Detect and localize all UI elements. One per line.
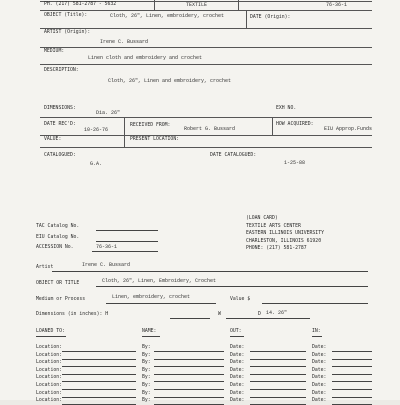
loan-row-location: Location:: [36, 367, 62, 373]
loan-row-in-date: Date:: [312, 345, 327, 350]
loan-row-location: Location:: [36, 398, 62, 404]
rule-line: [124, 135, 125, 147]
d-line: [262, 318, 310, 319]
artist-label: ARTIST (Origin):: [44, 30, 91, 35]
medium-value: Linen cloth and embroidery and crochet: [88, 55, 203, 61]
loan-row-by: By:: [142, 367, 151, 373]
loan-row-line: [154, 351, 224, 352]
loan-card-header-line: CHARLESTON, ILLINOIS 61920: [246, 238, 322, 244]
date-recd-value: 10-26-76: [84, 127, 109, 133]
loan-row-line: [62, 389, 136, 390]
loan-row-by: By:: [142, 383, 151, 388]
catalogued-value: G.A.: [90, 161, 103, 167]
loan-row-out-date: Date:: [230, 390, 245, 396]
loan-row-line: [332, 389, 372, 390]
exh-no-label: EXH NO.: [276, 106, 297, 111]
loan-row-line: [250, 397, 306, 398]
object-value: Cloth, 26", Linen, embroidery, crochet: [110, 13, 225, 19]
loan-row-in-date: Date:: [312, 383, 327, 388]
in-header: IN:: [312, 329, 321, 334]
artist-line: [52, 271, 368, 272]
medium-line: [106, 303, 216, 304]
out-header: OUT:: [230, 329, 242, 334]
artist-value-2: Irene C. Bussard: [82, 262, 131, 268]
loan-row-line: [332, 397, 372, 398]
loan-row-in-date: Date:: [312, 375, 327, 381]
in-underline: [312, 336, 322, 337]
accession-value: 76-36-1: [96, 244, 118, 250]
loan-row-out-date: Date:: [230, 345, 245, 350]
loan-row-location: Location:: [36, 390, 62, 396]
accession-line: [92, 251, 158, 252]
rule-line: [40, 135, 372, 136]
loaned-to-header: LOANED TO:: [36, 329, 65, 334]
loan-row-line: [62, 359, 136, 360]
loan-row-out-date: Date:: [230, 383, 245, 388]
loan-row-line: [250, 389, 306, 390]
rule-line: [40, 147, 372, 148]
tac-catalog-label: TAC Catalog No.: [36, 224, 80, 229]
rule-line: [238, 0, 239, 10]
loan-row-line: [154, 366, 224, 367]
phone-line: PH. (217) 581-2787 - 5632: [44, 2, 117, 7]
top-number: 76-36-1: [326, 2, 348, 8]
dimensions-h-label: Dimensions (in inches): H: [36, 312, 109, 317]
loan-row-out-date: Date:: [230, 398, 245, 404]
date-origin-label: DATE (Origin):: [250, 15, 291, 20]
loan-row-line: [154, 397, 224, 398]
loan-row-line: [62, 374, 136, 375]
loan-row-line: [62, 351, 136, 352]
loan-row-out-date: Date:: [230, 352, 245, 358]
loan-row-line: [332, 359, 372, 360]
how-acquired-value: EIU Approp.Funds: [324, 126, 373, 132]
rule-line: [40, 64, 372, 65]
loan-row-line: [154, 359, 224, 360]
name-underline: [142, 336, 160, 337]
accession-label: ACCESSION No.: [36, 245, 74, 250]
d-label: D: [258, 312, 261, 317]
value-dollar-label: Value $: [230, 297, 251, 302]
loan-row-out-date: Date:: [230, 367, 245, 373]
loan-row-out-date: Date:: [230, 360, 245, 366]
loan-row-line: [332, 381, 372, 382]
loan-row-in-date: Date:: [312, 360, 327, 366]
loan-row-line: [154, 374, 224, 375]
eiu-catalog-label: EIU Catalog No.: [36, 235, 80, 240]
loan-row-line: [250, 351, 306, 352]
value-label: VALUE:: [44, 137, 62, 142]
artist-label-2: Artist: [36, 265, 54, 270]
tac-line: [96, 230, 158, 231]
description-label: DESCRIPTION:: [44, 68, 79, 73]
d-value: 14. 26": [266, 310, 288, 316]
name-header: NAME:: [142, 329, 157, 334]
eiu-line: [96, 241, 158, 242]
loan-row-line: [62, 397, 136, 398]
loan-row-by: By:: [142, 360, 151, 366]
medium-process-value: Linen, embroidery, crochet: [112, 294, 191, 300]
loan-row-by: By:: [142, 375, 151, 381]
loan-row-in-date: Date:: [312, 352, 327, 358]
medium-label: MEDIUM:: [44, 49, 65, 54]
date-catalogued-value: 1-25-88: [284, 160, 306, 166]
loan-row-line: [332, 374, 372, 375]
loan-row-by: By:: [142, 352, 151, 358]
loan-row-line: [250, 366, 306, 367]
loan-row-location: Location:: [36, 345, 62, 350]
loan-row-line: [62, 381, 136, 382]
artist-value: Irene C. Bussard: [100, 39, 149, 45]
loan-row-location: Location:: [36, 383, 62, 388]
loan-row-line: [154, 381, 224, 382]
medium-process-label: Medium or Process: [36, 297, 86, 302]
loan-row-line: [154, 389, 224, 390]
loan-row-line: [250, 359, 306, 360]
description-value: Cloth, 26", Linen and embroidery, crochet: [108, 78, 232, 84]
h-line: [170, 318, 210, 319]
loan-card-header-line: EASTERN ILLINOIS UNIVERSITY: [246, 231, 324, 237]
loan-card-header-line: PHONE: (217) 581-2787: [246, 246, 307, 252]
loan-row-location: Location:: [36, 360, 62, 366]
loan-row-in-date: Date:: [312, 390, 327, 396]
object-title-value: Cloth, 26", Linen, Embroidery, Crochet: [102, 278, 217, 284]
rule-line: [40, 47, 372, 48]
object-label: OBJECT (Title):: [44, 13, 88, 18]
loan-row-by: By:: [142, 398, 151, 404]
loan-row-line: [62, 366, 136, 367]
loan-row-line: [332, 366, 372, 367]
w-line: [226, 318, 262, 319]
dimensions-label: DIMENSIONS:: [44, 106, 76, 111]
rule-line: [40, 28, 372, 29]
loan-card-header-line: TEXTILE ARTS CENTER: [246, 223, 301, 229]
object-title-label: OBJECT OR TITLE: [36, 281, 80, 286]
dimensions-value: Dia. 26": [96, 110, 121, 116]
received-from-label: RECEIVED FROM:: [130, 123, 171, 128]
rule-line: [272, 117, 273, 135]
rule-line: [124, 117, 125, 135]
loan-row-location: Location:: [36, 375, 62, 381]
value-line: [262, 303, 368, 304]
w-label: W: [218, 312, 221, 317]
catalogued-label: CATALOGUED:: [44, 153, 76, 158]
date-catalogued-label: DATE CATALOGUED:: [210, 153, 257, 158]
loan-row-line: [250, 374, 306, 375]
loan-row-by: By:: [142, 390, 151, 396]
rule-line: [40, 117, 372, 118]
class-value: TEXTILE: [186, 2, 208, 8]
rule-line: [154, 0, 155, 10]
received-from-value: Robert G. Bussard: [184, 126, 236, 132]
date-recd-label: DATE REC'D:: [44, 122, 76, 127]
loan-row-out-date: Date:: [230, 375, 245, 381]
object-line: [96, 286, 368, 287]
loan-row-location: Location:: [36, 352, 62, 358]
loan-row-by: By:: [142, 345, 151, 350]
out-underline: [230, 336, 244, 337]
loan-row-in-date: Date:: [312, 398, 327, 404]
loaned-to-underline: [36, 336, 66, 337]
how-acquired-label: HOW ACQUIRED:: [276, 122, 314, 127]
rule-line: [40, 10, 372, 11]
loan-row-line: [332, 351, 372, 352]
loan-card-header-line: (LOAN CARD): [246, 216, 278, 221]
loan-row-line: [250, 381, 306, 382]
present-location-label: PRESENT LOCATION:: [130, 137, 180, 142]
loan-row-in-date: Date:: [312, 367, 327, 373]
rule-line: [246, 10, 247, 28]
